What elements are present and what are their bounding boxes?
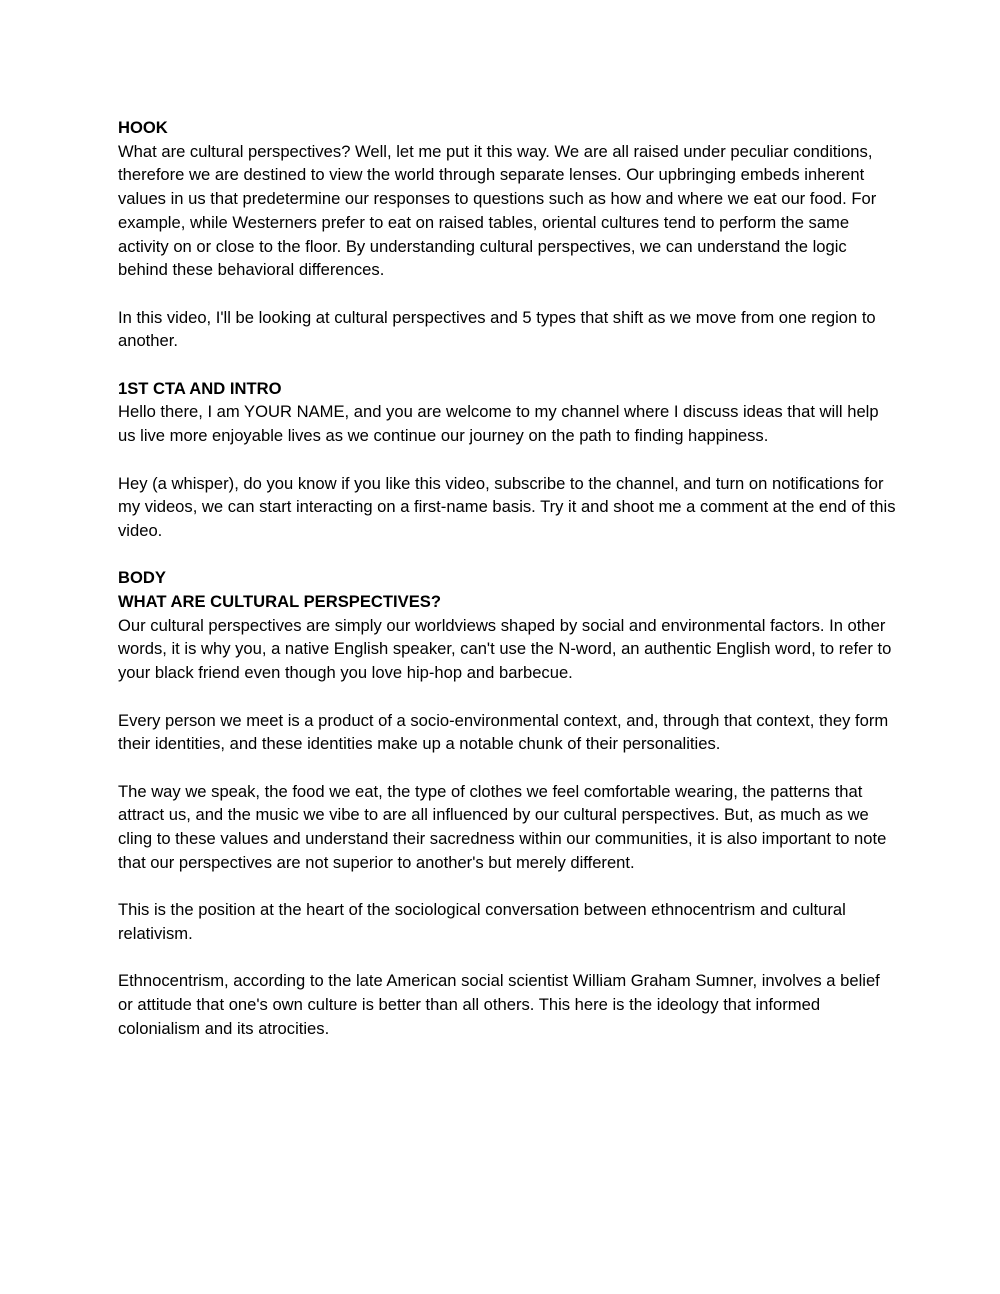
paragraph-spacer	[118, 946, 898, 970]
paragraph-body-4: This is the position at the heart of the sociological conversation between ethnocentrism and cultural relativism.	[118, 900, 846, 943]
paragraph-body-5: Ethnocentrism, according to the late American social scientist William Graham Sumner, involves a belief or attitude that one's own culture is better than all others. This here is the ideology that informed colonialism and its atrocities.	[118, 971, 880, 1038]
paragraph-body-2: Every person we meet is a product of a socio-environmental context, and, through that context, they form their identities, and these identities make up a notable chunk of their personalities.	[118, 710, 889, 754]
document-content	[118, 116, 898, 1040]
section-heading-body: BODY	[118, 568, 166, 588]
paragraph-body-3: The way we speak, the food we eat, the type of clothes we feel comfortable wearing, the patterns that attract us, and the music we vibe to are all influenced by our cultural perspectives. But, as much as we cling to these values and understand their sacredness within our communities, it is also important to note that our perspectives are not superior to another's but merely different.	[118, 781, 887, 872]
section-subheading-cultural-perspectives: WHAT ARE CULTURAL PERSPECTIVES?	[118, 592, 441, 611]
paragraph-spacer	[118, 543, 898, 567]
paragraph-spacer	[118, 756, 898, 780]
section-heading-cta: 1ST CTA AND INTRO	[118, 378, 282, 398]
section-heading-hook: HOOK	[118, 118, 168, 137]
paragraph-cta-2: Hey (a whisper), do you know if you like this video, subscribe to the channel, and turn on notifications for my videos, we can start interacting on a first-name basis. Try it and shoot me a comment at the end of this video.	[118, 473, 896, 540]
paragraph-hook-1: What are cultural perspectives? Well, let me put it this way. We are all raised under peculiar conditions, therefore we are destined to view the world through separate lenses. Our upbringing embeds inherent values in us that predetermine our responses to questions such as how and where we eat our food. For example, while Westerners prefer to eat on raised tables, oriental cultures tend to perform the same activity on or close to the floor. By understanding cultural perspectives, we can understand the logic behind these behavioral differences.	[118, 141, 877, 280]
paragraph-spacer	[118, 874, 898, 898]
paragraph-spacer	[118, 282, 898, 306]
paragraph-spacer	[118, 353, 898, 377]
paragraph-cta-1: Hello there, I am YOUR NAME, and you are welcome to my channel where I discuss ideas that will help us live more enjoyable lives as we continue our journey on the path to finding happiness.	[118, 402, 879, 446]
paragraph-hook-2: In this video, I'll be looking at cultural perspectives and 5 types that shift as we move from one region to another.	[118, 307, 876, 351]
paragraph-body-1: Our cultural perspectives are simply our worldviews shaped by social and environmental factors. In other words, it is why you, a native English speaker, can't use the N-word, an authentic English word, to refer to your black friend even though you love hip-hop and barbecue.	[118, 615, 892, 683]
paragraph-spacer	[118, 685, 898, 709]
paragraph-spacer	[118, 448, 898, 472]
